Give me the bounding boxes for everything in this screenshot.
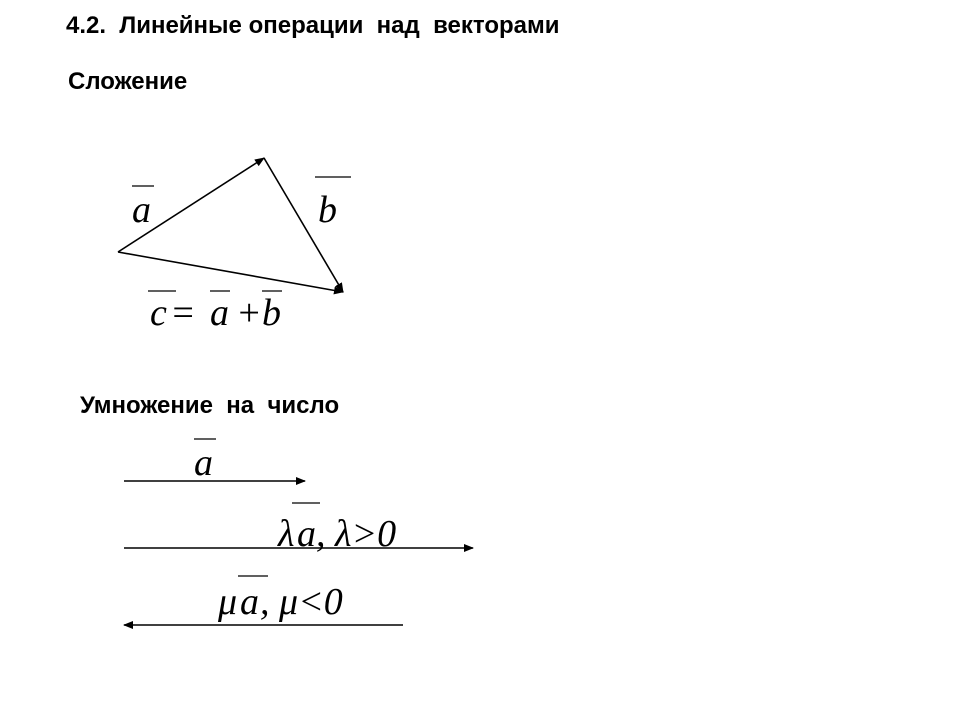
- addition-triangle: [118, 158, 343, 292]
- lambda-symbol: λ: [278, 513, 295, 555]
- label-b: b: [318, 189, 337, 231]
- mult-vector-lambda-a: [124, 503, 473, 555]
- sum-formula: [148, 291, 282, 334]
- section-heading-addition: Сложение: [68, 68, 188, 95]
- lambda-vector-a: a: [297, 513, 316, 555]
- mult-vector-a: [124, 439, 305, 484]
- mu-vector-a: a: [240, 581, 259, 623]
- formula-c: c: [150, 292, 167, 334]
- formula-b: b: [262, 292, 281, 334]
- section-heading-multiplication: Умножение на число: [80, 392, 340, 419]
- formula-plus: +: [236, 292, 262, 334]
- formula-eq: =: [170, 292, 196, 334]
- mu-condition: , μ<0: [260, 581, 343, 623]
- formula-a: a: [210, 292, 229, 334]
- mu-symbol: μ: [218, 581, 238, 623]
- page-title: 4.2. Линейные операции над векторами: [66, 12, 560, 39]
- lambda-condition: , λ>0: [316, 513, 397, 555]
- mult-vector-mu-a: [124, 576, 403, 625]
- label-a: a: [132, 189, 151, 231]
- mult-label-a: a: [194, 442, 213, 484]
- vector-c-arrow: [118, 252, 343, 292]
